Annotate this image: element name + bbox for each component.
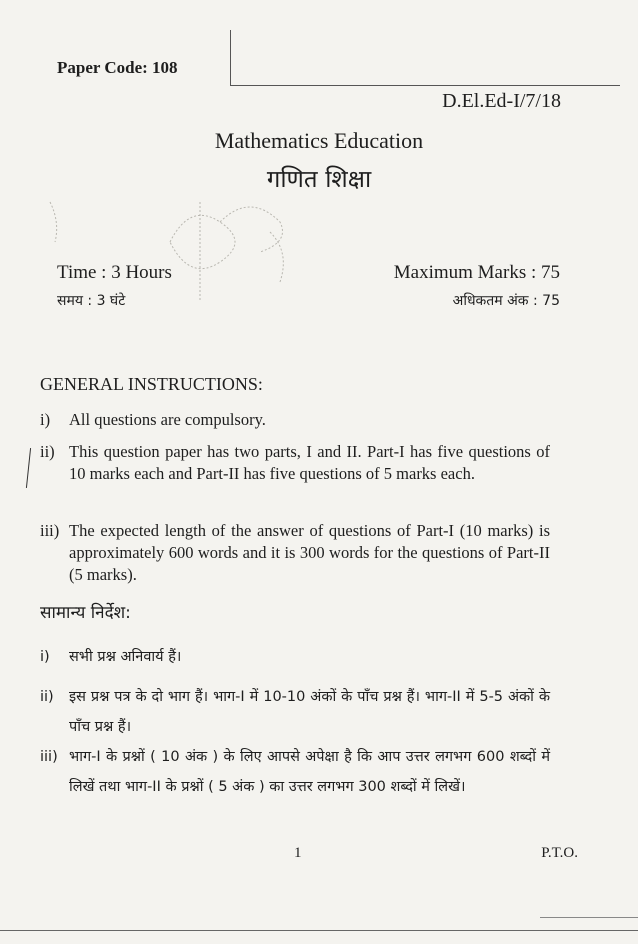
header-box-border [230, 30, 231, 86]
instruction-text: The expected length of the answer of questions of Part-I (10 marks) is approximately 600 words and it is 300 words for the questions of Part-II (5 marks). [69, 521, 550, 584]
bottom-rule [540, 917, 638, 918]
instruction-number: i) [40, 649, 50, 665]
exam-duration-hindi: समय : 3 घंटे [57, 293, 126, 309]
instruction-item [40, 520, 550, 586]
instruction-number: ii) [40, 689, 54, 705]
page-number: 1 [294, 845, 302, 861]
faint-floral-watermark [40, 182, 370, 302]
instruction-text: This question paper has two parts, I and II. Part-I has five questions of 10 marks each and Part-II has five questions of 5 marks each. [69, 442, 550, 483]
maximum-marks-hindi: अधिकतम अंक : 75 [452, 293, 560, 309]
header-box-border [230, 85, 620, 86]
please-turn-over: P.T.O. [541, 845, 578, 861]
instruction-text-hindi: इस प्रश्न पत्र के दो भाग हैं। भाग-I में 10-10 अंकों के पाँच प्रश्न हैं। भाग-II में 5-5 अंकों के पाँच प्रश्न हैं। [69, 689, 550, 735]
maximum-marks: Maximum Marks : 75 [393, 262, 560, 283]
instruction-number: iii) [40, 749, 58, 765]
instruction-number: i) [40, 410, 51, 429]
margin-pen-mark [26, 448, 31, 488]
instruction-item [40, 441, 550, 485]
instruction-item-hindi [40, 682, 550, 742]
instruction-text-hindi: सभी प्रश्न अनिवार्य हैं। [69, 649, 182, 665]
instruction-item [40, 409, 550, 431]
instruction-item-hindi [40, 742, 550, 802]
instruction-number: ii) [40, 442, 55, 461]
subject-title-hindi: गणित शिक्षा [266, 165, 372, 193]
instruction-text-hindi: भाग-I के प्रश्नों ( 10 अंक ) के लिए आपसे अपेक्षा है कि आप उत्तर लगभग 600 शब्दों में लिखें तथा भाग-II के प्रश्नों ( 5 अंक ) का उत्तर लगभग 300 शब्दों में लिखें। [69, 749, 550, 795]
general-instructions-heading: GENERAL INSTRUCTIONS: [40, 374, 263, 394]
course-code: D.El.Ed-I/7/18 [442, 90, 561, 112]
instruction-item-hindi [40, 642, 550, 672]
subject-title-english: Mathematics Education [214, 128, 424, 153]
general-instructions-heading-hindi: सामान्य निर्देश: [40, 603, 131, 623]
paper-code: Paper Code: 108 [57, 58, 178, 77]
instruction-text: All questions are compulsory. [69, 410, 266, 429]
exam-duration: Time : 3 Hours [57, 262, 172, 283]
instruction-number: iii) [40, 521, 60, 540]
bottom-rule [0, 930, 638, 931]
